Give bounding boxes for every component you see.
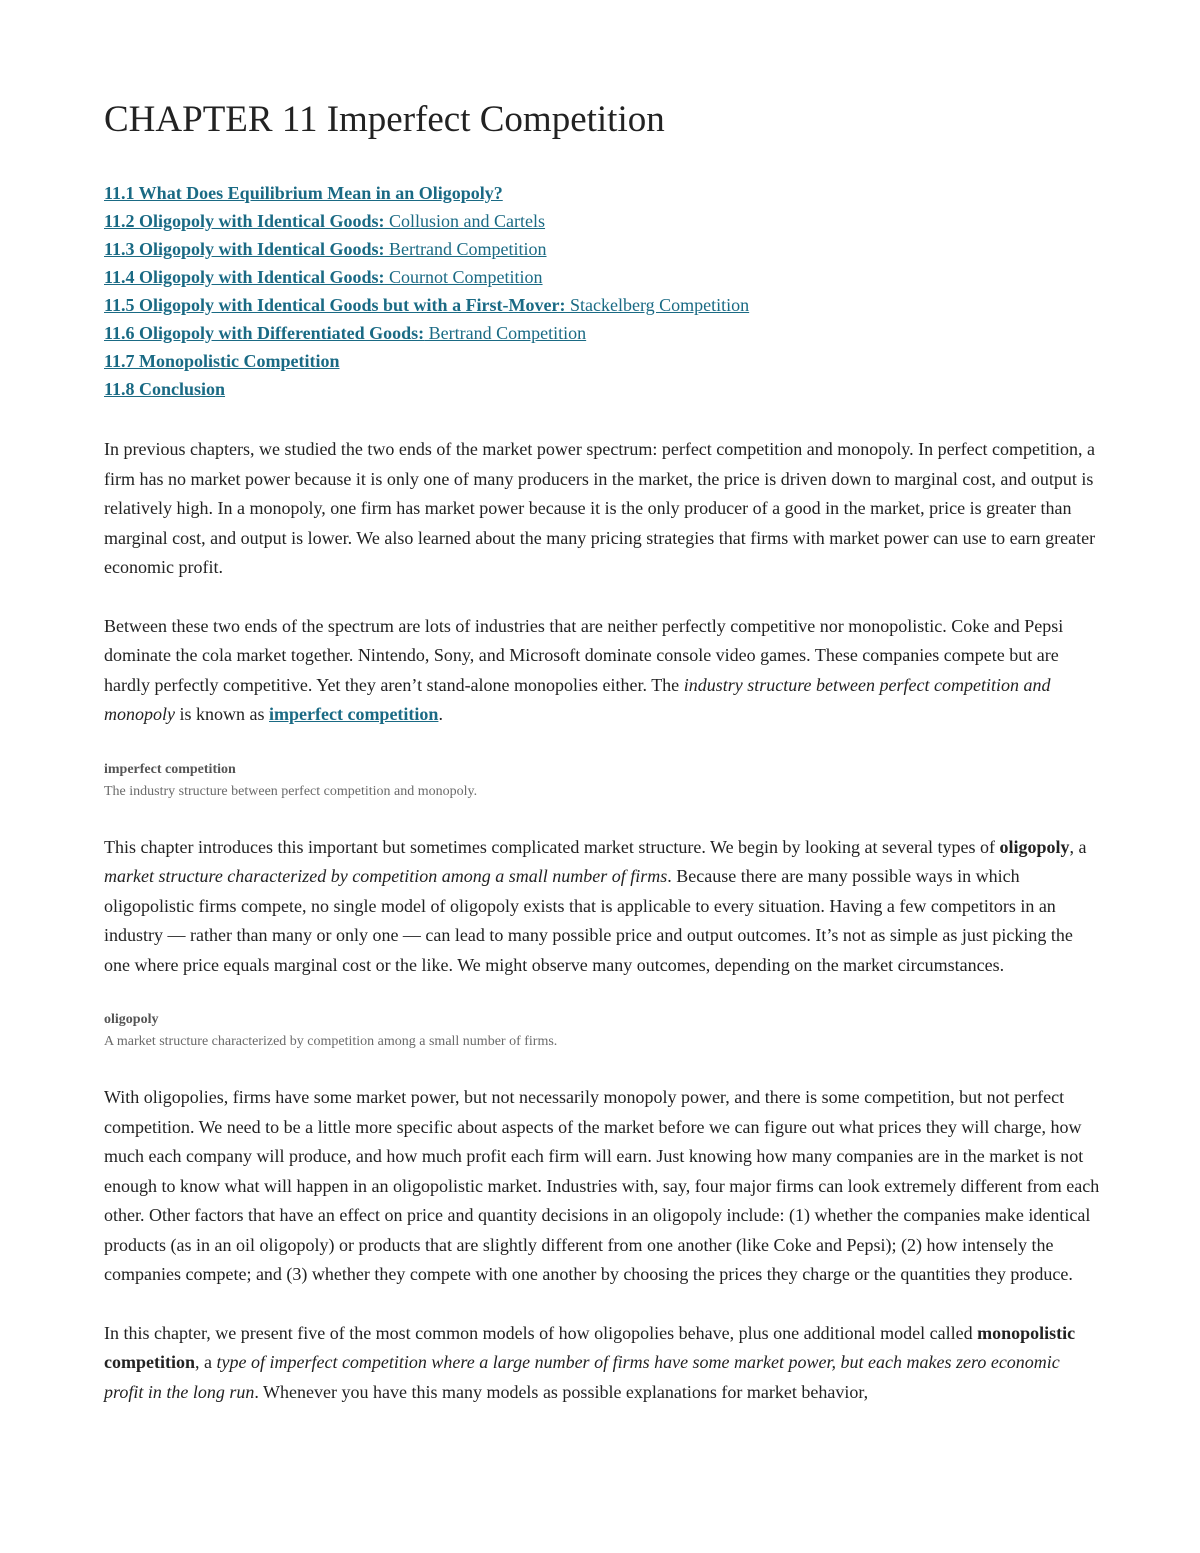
toc-item [104,235,1100,263]
toc-item [104,319,1100,347]
term-oligopoly: oligopoly [999,836,1070,857]
paragraph-models: In this chapter, we present five of the most common models of how oligopolies behave, plus one additional model called monopolistic competition, a type of imperfect competition where a large number of firms have some market power, but each makes zero economic profit in the long run. Whenever you have this many models as possible explanations for market behavior, [104,1322,1076,1402]
paragraph-spectrum: Between these two ends of the spectrum are lots of industries that are neither perfectly competitive nor monopolistic. Coke and Pepsi dominate the cola market together. Nintendo, Sony, and Microsoft dominate console video games. These companies compete but are hardly perfectly competitive. Yet they aren’t stand-alone monopolies either. The industry structure between perfect competition and monopoly is known as imperfect competition. [104,615,1064,724]
toc-link-11-1[interactable]: 11.1 What Does Equilibrium Mean in an Oligopoly? [104,183,503,203]
glossary-definition: The industry structure between perfect competition and monopoly. [104,783,478,799]
toc-link-11-8[interactable]: 11.8 Conclusion [104,379,226,399]
toc-link-11-5[interactable]: 11.5 Oligopoly with Identical Goods but with a First-Mover: Stackelberg Competition [104,295,750,315]
glossary-term: imperfect competition [104,761,236,777]
toc-link-11-6[interactable]: 11.6 Oligopoly with Differentiated Goods: Bertrand Competition [104,323,587,343]
paragraph-market-power: With oligopolies, firms have some market power, but not necessarily monopoly power, and there is some competition, but not perfect competition. We need to be a little more specific about aspects of the market before we can figure out what prices they will charge, how much each company will produce, and how much profit each firm will earn. Just knowing how many companies are in the market is not enough to know what will happen in an oligopolistic market. Industries with, say, four major firms can look extremely different from each other. Other factors that have an effect on price and quantity decisions in an oligopoly include: (1) whether the companies make identical products (as in an oil oligopoly) or products that are slightly different from one another (like Coke and Pepsi); (2) how intensely the companies compete; and (3) whether they compete with one another by choosing the prices they charge or the quantities they produce. [104,1087,1100,1284]
term-monopolistic-competition: monopolistic competition [104,1322,1076,1372]
glossary-entry-oligopoly [104,1009,1100,1053]
toc-item [104,263,1100,291]
toc-link-11-2[interactable]: 11.2 Oligopoly with Identical Goods: Collusion and Cartels [104,211,546,231]
definition-italic: market structure characterized by competition among a small number of firms [104,866,668,886]
definition-italic: industry structure between perfect competition and monopoly [104,674,1051,724]
table-of-contents [104,179,1100,403]
toc-item [104,291,1100,319]
toc-item [104,347,1100,375]
toc-link-11-4[interactable]: 11.4 Oligopoly with Identical Goods: Cournot Competition [104,267,543,287]
glossary-definition: A market structure characterized by competition among a small number of firms. [104,1034,558,1049]
toc-item [104,179,1100,207]
paragraph-oligopoly: This chapter introduces this important but sometimes complicated market structure. We begin by looking at several types of oligopoly, a market structure characterized by competition among a small number of firms. Because there are many possible ways in which oligopolistic firms compete, no single model of oligopoly exists that is applicable to every situation. Having a few competitors in an industry — rather than many or only one — can lead to many possible price and output outcomes. It’s not as simple as just picking the one where price equals marginal cost or the like. We might observe many outcomes, depending on the market circumstances. [104,836,1087,975]
imperfect-competition-link[interactable]: imperfect competition [269,704,439,724]
toc-item [104,375,1100,403]
chapter-title: CHAPTER 11 Imperfect Competition [104,99,665,140]
toc-link-11-7[interactable]: 11.7 Monopolistic Competition [104,351,340,371]
glossary-entry-imperfect-competition [104,759,1100,803]
toc-item [104,207,1100,235]
glossary-term: oligopoly [104,1012,159,1027]
definition-italic: type of imperfect competition where a large number of firms have some market power, but each makes zero economic profit in the long run [104,1352,1060,1402]
toc-link-11-3[interactable]: 11.3 Oligopoly with Identical Goods: Bertrand Competition [104,239,547,259]
paragraph-intro: In previous chapters, we studied the two ends of the market power spectrum: perfect competition and monopoly. In perfect competition, a firm has no market power because it is only one of many producers in the market, the price is driven down to marginal cost, and output is relatively high. In a monopoly, one firm has market power because it is the only producer of a good in the market, price is greater than marginal cost, and output is lower. We also learned about the many pricing strategies that firms with market power can use to earn greater economic profit. [104,439,1096,577]
